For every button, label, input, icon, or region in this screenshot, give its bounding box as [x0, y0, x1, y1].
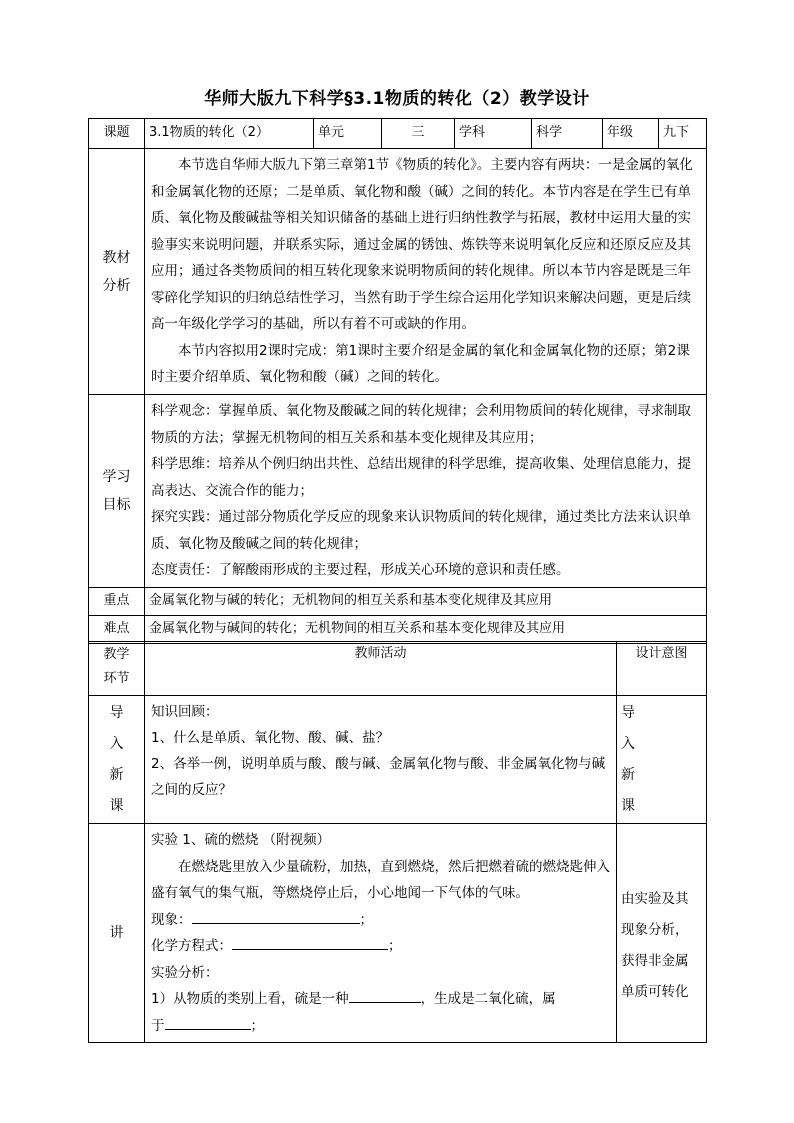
- objective-item: 态度责任：了解酸雨形成的主要过程，形成关心环境的意识和责任感。: [151, 562, 570, 578]
- difficult-point-row: [89, 615, 707, 643]
- difficult-point-value: 金属氧化物与碱间的转化；无机物间的相互关系和基本变化规律及其应用: [145, 615, 707, 643]
- analysis-paragraph-2: 本节内容拟用2课时完成：第1课时主要介绍是金属的氧化和金属氧化物的还原；第2课时主要介绍单质、氧化物和酸（碱）之间的转化。: [151, 342, 690, 386]
- question-1-end: ；: [250, 1017, 264, 1034]
- intro-stage-char: 新: [109, 766, 124, 783]
- difficult-point-label: 难点: [89, 615, 145, 643]
- lecture-intent-line: 现象分析，: [621, 922, 689, 938]
- intro-intent-char: 课: [621, 797, 635, 814]
- phenomenon-blank[interactable]: [192, 909, 360, 924]
- question-1-text-b: ，生成是二氧化硫，属: [420, 991, 556, 1007]
- analysis-label-text: 教材分析: [102, 249, 131, 294]
- experiment-title: 实验 1、硫的燃烧 （附视频）: [151, 832, 331, 848]
- lecture-intent: [617, 824, 707, 1043]
- equation-end: ；: [388, 938, 402, 954]
- intro-line: 2、各举一例，说明单质与酸、酸与碱、金属氧化物与酸、非金属氧化物与碱之间的反应？: [151, 756, 606, 798]
- equation-label: 化学方程式：: [151, 938, 232, 954]
- objectives-label-text: 学习目标: [102, 468, 131, 513]
- equation-line: [151, 933, 612, 960]
- objective-item: 科学观念：掌握单质、氧化物及酸碱之间的转化规律；会利用物质间的转化规律，寻求制取物质的方法；掌握无机物间的相互关系和基本变化规律及其应用；: [151, 403, 691, 446]
- key-point-row: [89, 587, 707, 615]
- intent-header: 设计意图: [617, 642, 707, 696]
- analysis-content: [145, 149, 707, 395]
- topic-value: 3.1物质的转化（2）: [145, 119, 314, 149]
- analysis-row: [89, 149, 707, 395]
- key-point-value: 金属氧化物与碱的转化；无机物间的相互关系和基本变化规律及其应用: [145, 587, 707, 615]
- objective-item: 探究实践：通过部分物质化学反应的现象来认识物质间的转化规律，通过类比方法来认识单质、氧化物及酸碱之间的转化规律；: [151, 509, 691, 552]
- intro-stage: [89, 696, 145, 824]
- phenomenon-line: [151, 907, 612, 934]
- question-1-text: 1）从物质的类别上看，硫是一种: [151, 991, 349, 1007]
- lecture-intent-line: 获得非金属: [621, 953, 689, 969]
- lecture-stage: 讲: [89, 824, 145, 1043]
- question-1-line: [151, 986, 612, 1013]
- key-point-label: 重点: [89, 587, 145, 615]
- stage-header-text: 教学环节: [103, 647, 130, 686]
- intro-stage-char: 导: [109, 704, 124, 721]
- stage-header: [89, 642, 145, 696]
- equation-blank[interactable]: [232, 935, 388, 950]
- intro-content: [145, 696, 617, 824]
- grade-value: 九下: [659, 119, 707, 149]
- objective-item: 科学思维：培养从个例归纳出共性、总结出规律的科学思维，提高收集、处理信息能力，提高表达、交流合作的能力；: [151, 456, 691, 499]
- lesson-info-table: [88, 118, 707, 644]
- phenomenon-label: 现象：: [151, 911, 192, 928]
- phenomenon-end: ；: [359, 911, 373, 928]
- question-1-text-c: 于: [151, 1017, 165, 1034]
- lecture-intent-line: 由实验及其: [621, 891, 689, 907]
- objectives-content: [145, 395, 707, 588]
- lecture-content: [145, 824, 617, 1043]
- intro-stage-char: 入: [109, 735, 124, 752]
- document-title: 华师大版九下科学§3.1物质的转化（2）教学设计: [204, 89, 590, 109]
- objectives-label: [89, 395, 145, 588]
- question-1-blank-b[interactable]: [165, 1015, 251, 1030]
- lecture-row: [89, 824, 707, 1043]
- intro-intent: [617, 696, 707, 824]
- teaching-process-table: [88, 641, 707, 1043]
- intro-intent-char: 入: [621, 735, 635, 752]
- lecture-intent-line: 单质可转化: [621, 984, 689, 1000]
- process-header-row: [89, 642, 707, 696]
- intro-stage-char: 课: [109, 797, 124, 814]
- intro-intent-char: 导: [621, 704, 635, 721]
- grade-label: 年级: [603, 119, 659, 149]
- objectives-row: [89, 395, 707, 588]
- analysis-paragraph-1: 本节选自华师大版九下第三章第1节《物质的转化》。主要内容有两块：一是金属的氧化和金属氧化物的还原；二是单质、氧化物和酸（碱）之间的转化。本节内容是在学生已有单质、氧化物及酸碱盐等相关知识储备的基础上进行归纳性教学与拓展，教材中运用大量的实验事实来说明问题，并联系实际，通过金属的锈蚀、炼铁等来说明氧化反应和还原反应及其应用；通过各类物质间的相互转化现象来说明物质间的转化规律。所以本节内容是既是三年零碎化学知识的归纳总结性学习，当然有助于学生综合运用化学知识来解决问题，更是后续高一年级化学学习的基础，所以有着不可或缺的作用。: [151, 157, 693, 333]
- intro-intent-char: 新: [621, 766, 635, 783]
- analysis-heading: 实验分析：: [151, 964, 219, 981]
- unit-value: 三: [382, 119, 455, 149]
- intro-row: [89, 696, 707, 824]
- experiment-description: 在燃烧匙里放入少量硫粉，加热，直到燃烧，然后把燃着硫的燃烧匙伸入盛有氧气的集气瓶，等燃烧停止后，小心地闻一下气体的气味。: [151, 858, 610, 901]
- subject-value: 科学: [532, 119, 603, 149]
- question-1-blank-a[interactable]: [349, 988, 421, 1003]
- analysis-label: [89, 149, 145, 395]
- header-row: [89, 119, 707, 149]
- subject-label: 学科: [455, 119, 532, 149]
- activity-header: 教师活动: [145, 642, 617, 696]
- question-1-line-continued: [151, 1013, 612, 1040]
- unit-label: 单元: [314, 119, 382, 149]
- topic-label: 课题: [89, 119, 145, 149]
- intro-line: 1、什么是单质、氧化物、酸、碱、盐？: [151, 730, 390, 746]
- intro-line: 知识回顾：: [151, 704, 219, 720]
